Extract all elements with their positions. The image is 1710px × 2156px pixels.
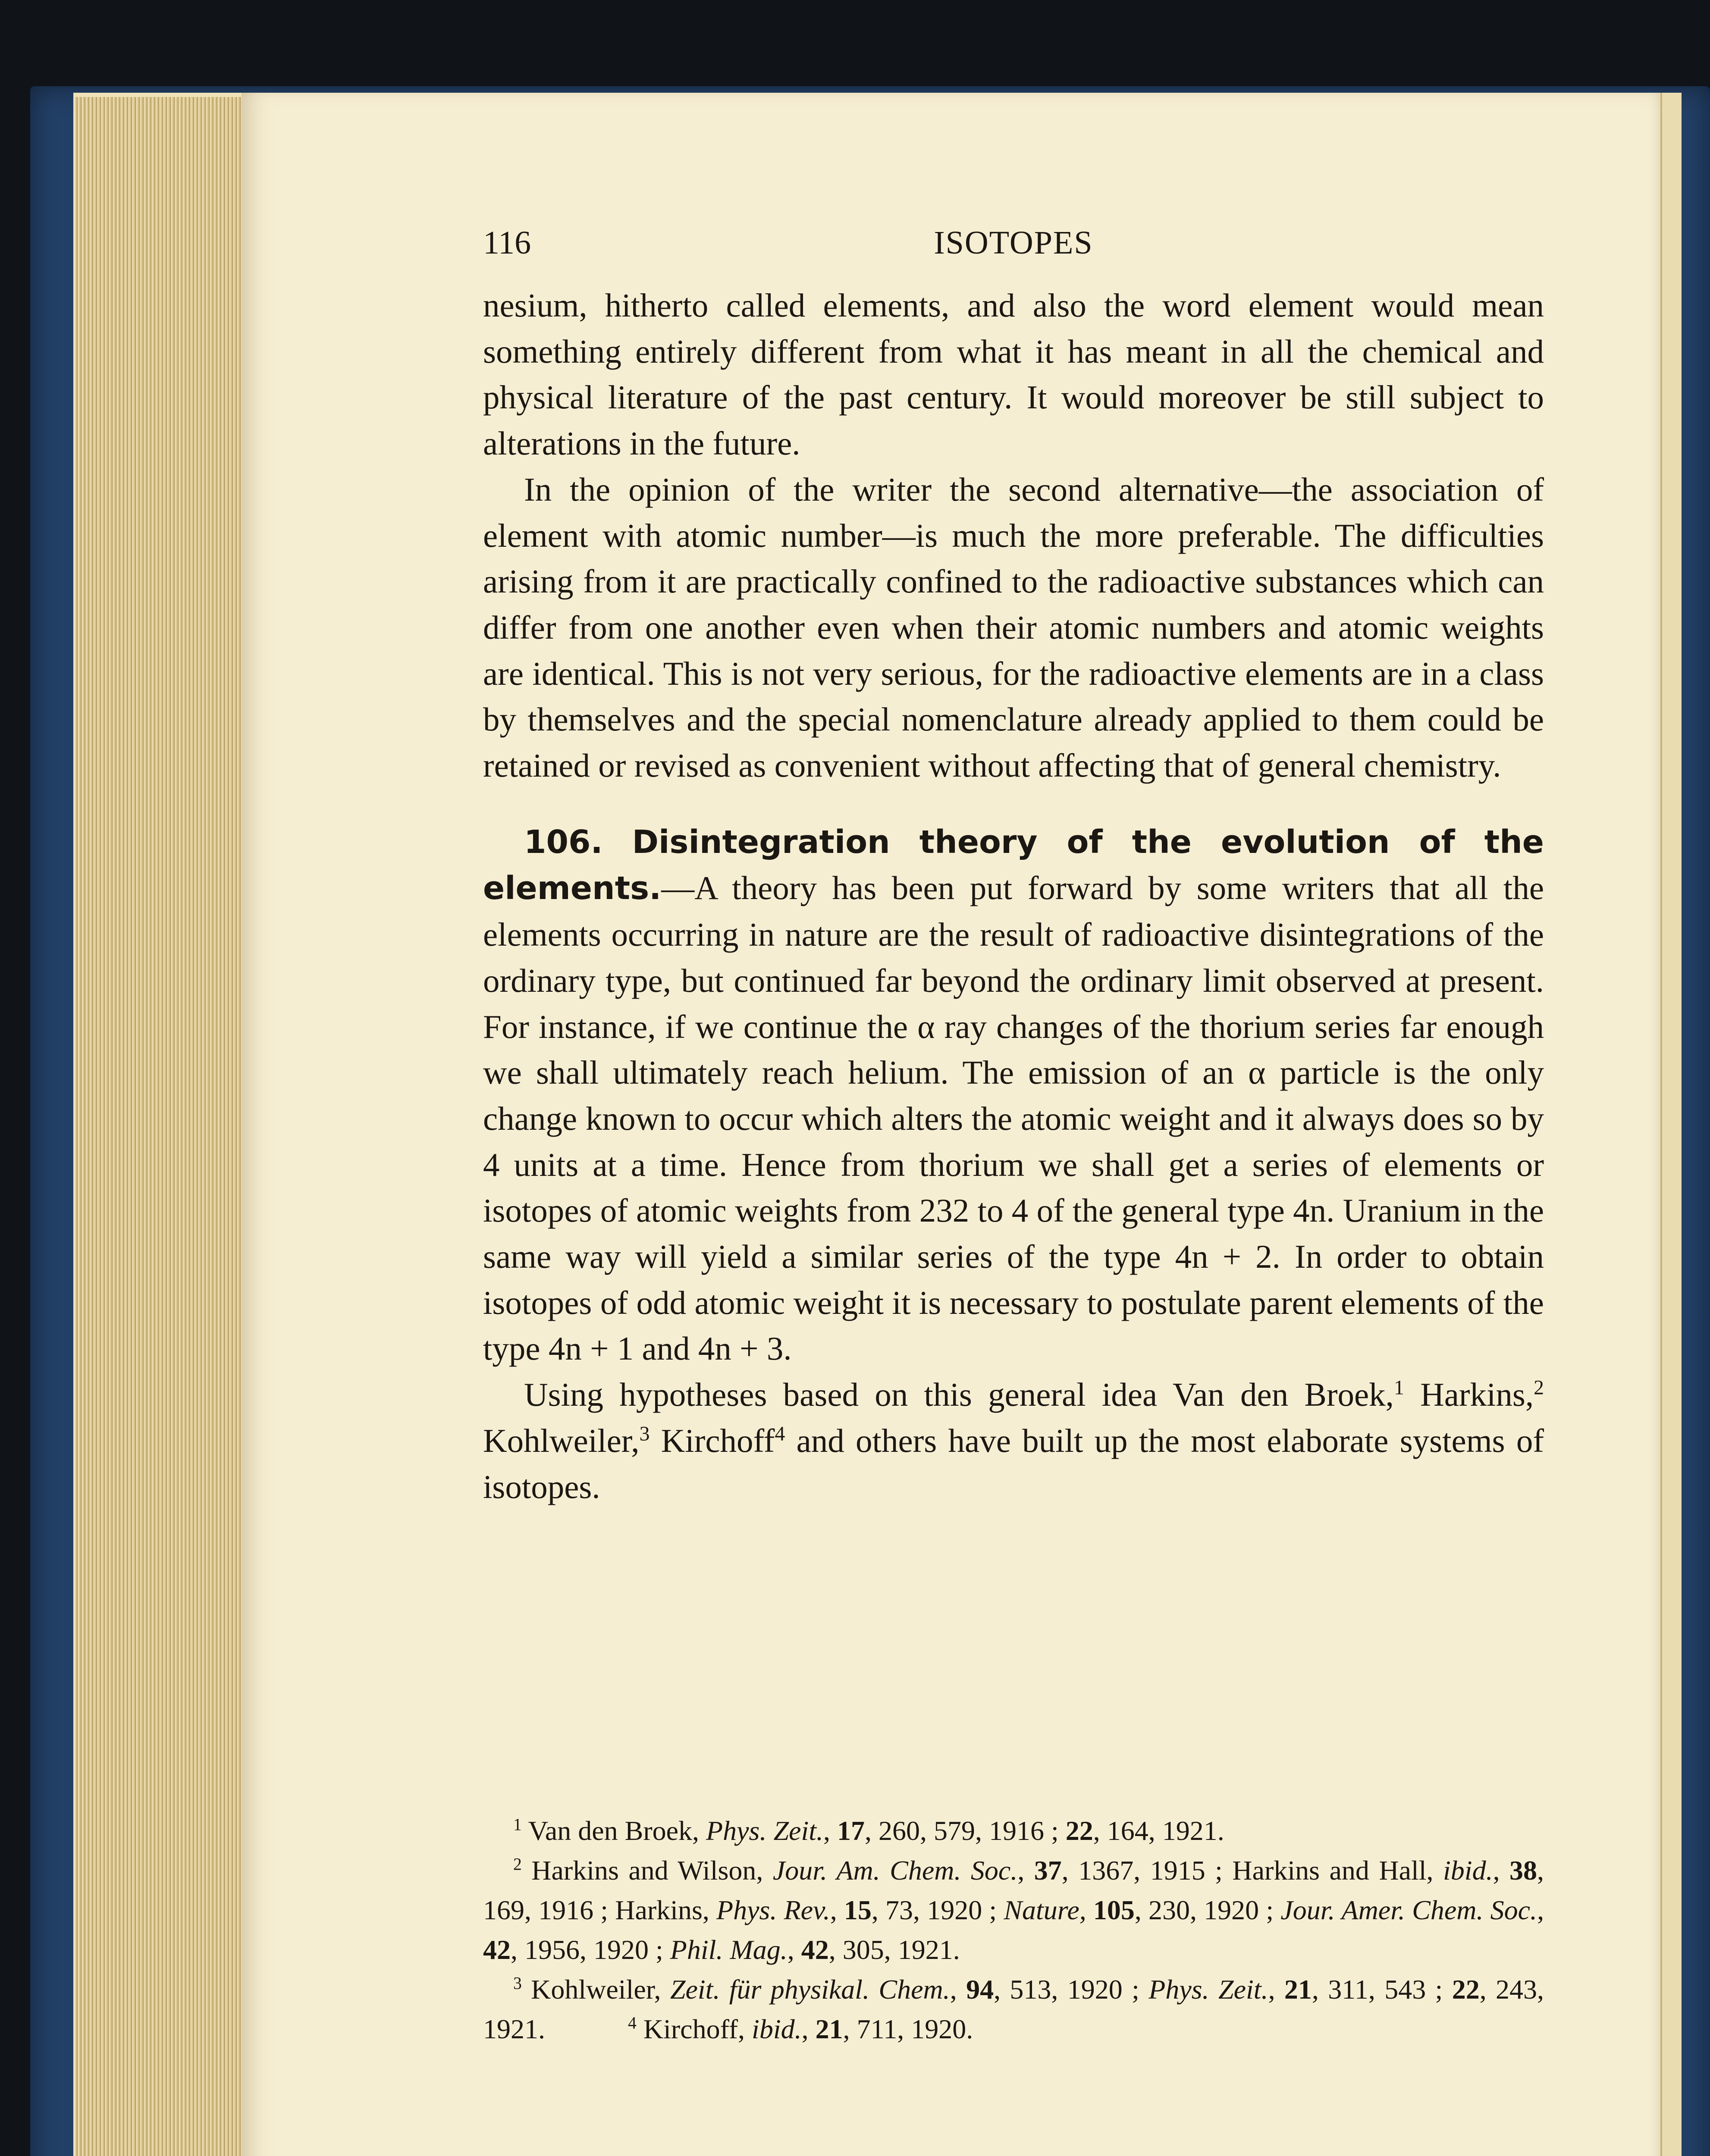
journal-title: Phil. Mag.: [670, 1934, 788, 1965]
page-header: [483, 224, 1544, 267]
text-run: , 230, 1920 ;: [1134, 1895, 1281, 1925]
journal-title: Phys. Zeit.: [1148, 1974, 1268, 2005]
paragraph: In the opinion of the writer the second alternative—the association of element with atomic number—is much the more preferable. The difficulties arising from it are practically confined to the radioactive substances which can differ from one another even when their atomic numbers and atomic weights are identical. This is not very serious, for the radioactive elements are in a class by themselves and the special nomenclature already applied to them could be retained or revised as convenient without affecting that of general chemistry.: [483, 470, 1544, 784]
journal-title: Jour. Am. Chem. Soc.: [772, 1855, 1018, 1886]
text-run: ,: [801, 2014, 816, 2044]
text-run: and others have built up the most elaborate systems of isotopes.: [483, 1422, 1544, 1505]
text-run: Kirchoff: [649, 1422, 775, 1459]
footnote-ref: 1: [1393, 1376, 1404, 1399]
text-run: , 169, 1916 ; Harkins,: [483, 1855, 1544, 1925]
page-edges: [75, 97, 244, 2156]
text-run: , 711, 1920.: [843, 2014, 973, 2044]
section-text: —A theory has been put forward by some writers that all the elements occurring in nature are the result of radioactive disintegrations of the ordinary type, but continued far beyond the ordinary limit observed at present. For instance, if we continue the α ray changes of the thorium series far enough we shall ultimately reach helium. The emission of an α particle is the only change known to occur which alters the atomic weight and it always does so by 4 units at a time. Hence from thorium we shall get a series of elements or isotopes of atomic weights from 232 to 4 of the general type 4n. Uranium in the same way will yield a similar series of the type 4n + 2. In order to obtain isotopes of odd atomic weight it is necessary to postulate parent elements of the type 4n + 1 and 4n + 3.: [483, 869, 1544, 1367]
text-run: , 311, 543 ;: [1312, 1974, 1452, 2005]
volume: 42: [801, 1934, 829, 1965]
text-run: Using hypotheses based on this general idea Van den Broek,: [524, 1376, 1394, 1413]
text-run: Kirchoff,: [636, 2014, 752, 2044]
section-heading: 106. Disintegration theory of the evolution of the elements.: [483, 823, 1544, 907]
running-head: ISOTOPES: [934, 225, 1093, 261]
text-run: ,: [823, 1815, 837, 1846]
text-run: , 513, 1920 ;: [994, 1974, 1149, 2005]
volume: 17: [837, 1815, 865, 1846]
footnote-mark: 3: [513, 1974, 522, 1993]
text-run: , 305, 1921.: [828, 1934, 960, 1965]
footnotes: [483, 1811, 1544, 2049]
volume: 94: [966, 1974, 994, 2005]
body-text: [483, 282, 1544, 1510]
footnote-3: [483, 1970, 1544, 2049]
volume: 42: [483, 1934, 511, 1965]
text-run: ,: [950, 1974, 966, 2005]
text-run: Van den Broek,: [521, 1815, 706, 1846]
volume: 38: [1509, 1855, 1537, 1886]
journal-title: Zeit. für physikal. Chem.: [670, 1974, 950, 2005]
footnote-mark: 4: [628, 2013, 637, 2033]
journal-title: Nature,: [1004, 1895, 1086, 1925]
text-run: Harkins,: [1404, 1376, 1534, 1413]
volume: 22: [1452, 1974, 1480, 2005]
footnote-mark: 1: [513, 1815, 522, 1834]
volume: 15: [844, 1895, 872, 1925]
volume: 21: [815, 2014, 843, 2044]
volume: 21: [1284, 1974, 1312, 2005]
journal-title: Phys. Zeit.: [706, 1815, 823, 1846]
journal-title: Jour. Amer. Chem. Soc.: [1280, 1895, 1537, 1925]
journal-title: ibid.: [752, 2014, 802, 2044]
text-run: [1086, 1895, 1093, 1925]
text-run: Kohlweiler,: [483, 1422, 640, 1459]
footnote-ref: 2: [1534, 1376, 1544, 1399]
footnote-ref: 4: [775, 1422, 785, 1445]
page-number: 116: [483, 225, 531, 261]
text-run: , 1367, 1915 ; Harkins and Hall,: [1061, 1855, 1443, 1886]
text-run: ,: [1493, 1855, 1510, 1886]
section-106: [483, 819, 1544, 1372]
volume: 105: [1093, 1895, 1135, 1925]
journal-title: Phys. Rev.: [716, 1895, 830, 1925]
text-run: , 164, 1921.: [1093, 1815, 1224, 1846]
text-run: , 1956, 1920 ;: [511, 1934, 670, 1965]
footnote-mark: 2: [513, 1855, 522, 1874]
paragraph: nesium, hitherto called elements, and also the word element would mean something entirely different from what it has meant in all the chemical and physical literature of the past century. It would moreover be still subject to alterations in the future.: [483, 287, 1544, 462]
journal-title: ibid.: [1443, 1855, 1493, 1886]
text-run: ,: [1268, 1974, 1284, 2005]
volume: 22: [1065, 1815, 1093, 1846]
footnote-2: [483, 1851, 1544, 1970]
text-run: , 73, 1920 ;: [871, 1895, 1004, 1925]
text-run: ,: [1537, 1895, 1544, 1925]
footnote-ref: 3: [639, 1422, 650, 1445]
text-run: , 243, 1921.: [483, 1974, 1544, 2044]
text-run: ,: [1017, 1855, 1034, 1886]
text-run: , 260, 579, 1916 ;: [865, 1815, 1066, 1846]
text-run: ,: [830, 1895, 844, 1925]
paragraph: [483, 1372, 1544, 1510]
text-run: Kohlweiler,: [521, 1974, 670, 2005]
volume: 37: [1034, 1855, 1062, 1886]
text-run: Harkins and Wilson,: [521, 1855, 773, 1886]
facing-page-edge: [1660, 93, 1682, 2156]
text-run: ,: [787, 1934, 801, 1965]
footnote-1: [483, 1811, 1544, 1851]
